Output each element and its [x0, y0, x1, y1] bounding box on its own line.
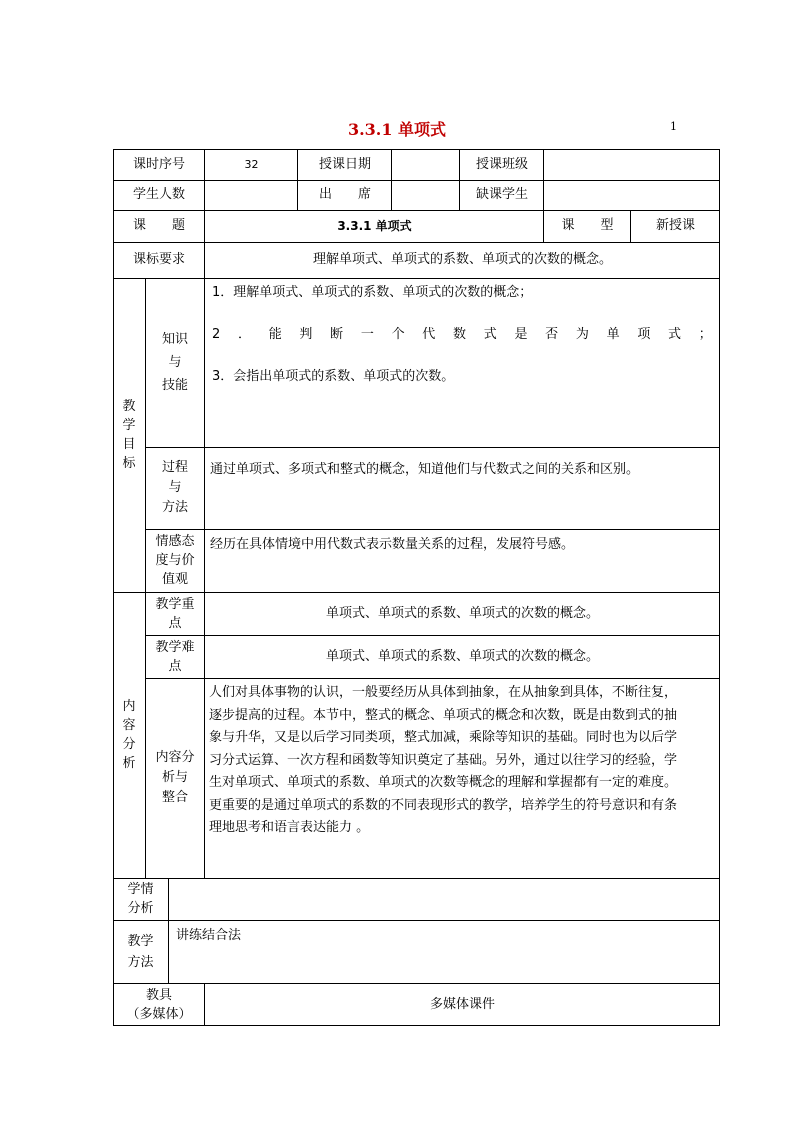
integration-line: 更重要的是通过单项式的系数的不同表现形式的教学，培养学生的符号意识和有条 [209, 797, 678, 813]
label-period: 课时序号 [132, 156, 185, 172]
emotion-text: 经历在具体情境中用代数式表示数量关系的过程，发展符号感。 [210, 537, 575, 552]
knowledge-line-2-char: 单 [606, 327, 620, 342]
knowledge-line-2-char: ； [698, 327, 712, 342]
label-key-points: 教学重 点 [155, 596, 195, 631]
knowledge-line-2-char: 式 [483, 327, 497, 342]
knowledge-line-2-char: 项 [637, 327, 651, 342]
label-content: 内 容 分 析 [122, 699, 136, 771]
integration-line: 习分式运算、一次方程和函数等知识奠定了基础。另外，通过以往学习的经验，学 [209, 752, 678, 768]
label-attendance: 出 席 [318, 187, 371, 202]
knowledge-text [212, 282, 712, 388]
tools-text: 多媒体课件 [429, 996, 495, 1012]
label-emotion: 情感态 度与价 值观 [155, 534, 195, 587]
teaching-method-text: 讲练结合法 [176, 928, 242, 943]
standards-value: 理解单项式、单项式的系数、单项式的次数的概念。 [312, 252, 612, 267]
topic-value: 3.3.1 单项式 [337, 219, 412, 233]
process-text: 通过单项式、多项式和整式的概念，知道他们与代数式之间的关系和区别。 [210, 462, 640, 477]
learning-analysis-text [172, 878, 717, 920]
difficulties-text: 单项式、单项式的系数、单项式的次数的概念。 [325, 648, 599, 664]
label-topic: 课 题 [132, 218, 185, 233]
key-points-text: 单项式、单项式的系数、单项式的次数的概念。 [325, 605, 599, 621]
integration-line: 逐步提高的过程。本节中，整式的概念、单项式的概念和次数，既是由数到式的抽 [209, 707, 678, 723]
label-students: 学生人数 [132, 187, 185, 202]
integration-line: 生对单项式、单项式的系数、单项式的次数等概念的理解和掌握都有一定的难度。 [209, 775, 678, 790]
integration-line: 理地思考和语言表达能力 。 [209, 820, 370, 835]
integration-line: 人们对具体事物的认识，一般要经历从具体到抽象，在从抽象到具体，不断往复， [209, 685, 678, 700]
document-title: 3.3.1 单项式 [347, 120, 447, 139]
knowledge-line-2-char: 为 [575, 327, 589, 342]
label-learning-analysis: 学情 分析 [127, 882, 154, 916]
knowledge-line-2 [212, 324, 712, 346]
label-date: 授课日期 [318, 156, 371, 172]
label-difficulties: 教学难 点 [155, 639, 195, 674]
integration-text [209, 682, 717, 840]
knowledge-line-2-char: 能 [268, 327, 282, 342]
knowledge-line-2-char: 式 [668, 327, 682, 342]
label-standards: 课标要求 [132, 252, 185, 267]
integration-line: 象与升华，又是以后学习同类项，整式加减，乘除等知识的基础。同时也为以后学 [209, 730, 678, 745]
period-value: 32 [244, 157, 259, 171]
knowledge-line-1: 1．理解单项式、单项式的系数、单项式的次数的概念； [212, 285, 533, 300]
date-value [392, 149, 460, 180]
label-absent: 缺课学生 [475, 187, 528, 202]
knowledge-line-3: 3．会指出单项式的系数、单项式的次数。 [212, 369, 455, 384]
label-integration: 内容分 析与 整合 [155, 750, 195, 805]
label-tools: 教具 （多媒体） [126, 987, 192, 1022]
label-process: 过程 与 方法 [161, 460, 188, 515]
knowledge-line-2-char: 2 [212, 327, 221, 342]
knowledge-line-2-char: ． [237, 327, 251, 342]
label-teaching-method: 教学 方法 [127, 933, 154, 970]
knowledge-line-2-char: 个 [391, 327, 405, 342]
knowledge-line-2-char: 一 [360, 327, 374, 342]
knowledge-line-2-char: 判 [299, 327, 313, 342]
knowledge-line-2-char: 数 [453, 327, 467, 342]
label-class: 授课班级 [475, 156, 528, 172]
type-value: 新授课 [655, 218, 695, 233]
knowledge-line-2-char: 否 [545, 327, 559, 342]
knowledge-line-2-char: 是 [514, 327, 528, 342]
knowledge-line-2-char: 代 [422, 327, 436, 342]
knowledge-line-2-char: 断 [330, 327, 344, 342]
page-number: 1 [670, 120, 677, 133]
label-knowledge: 知识 与 技能 [161, 332, 188, 393]
label-type: 课 型 [561, 218, 614, 233]
label-objectives: 教 学 目 标 [122, 399, 136, 471]
